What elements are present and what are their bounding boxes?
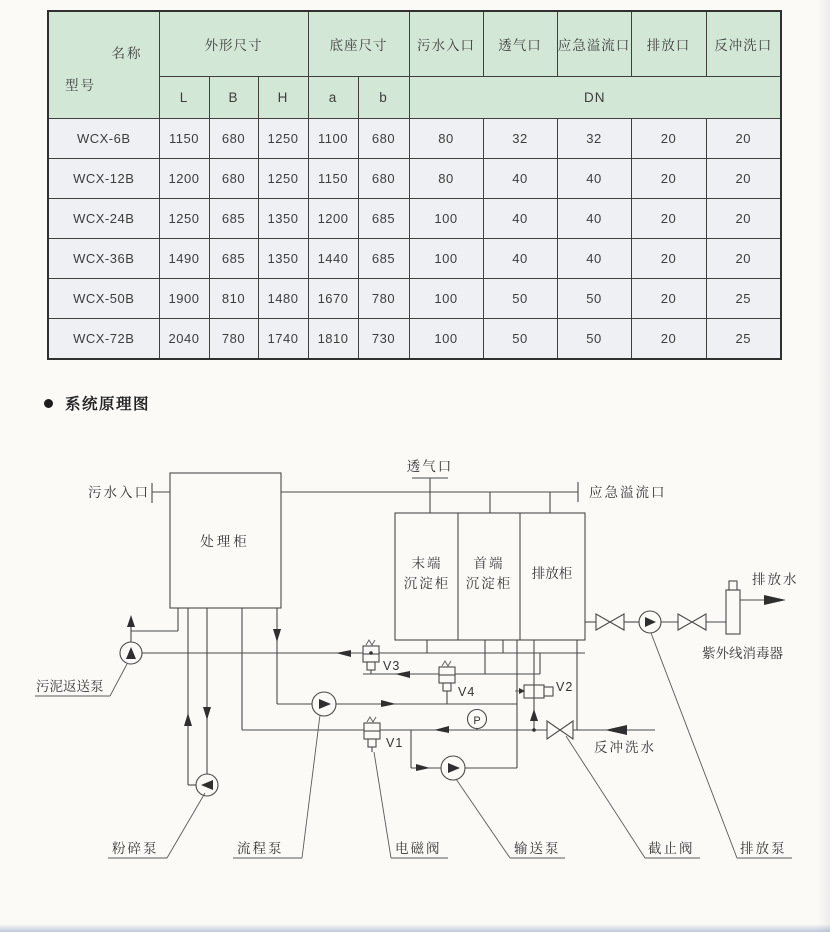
value-cell: 20 [631, 119, 706, 159]
header-base-dimensions: 底座尺寸 [308, 11, 409, 77]
system-schematic-diagram [0, 430, 830, 900]
model-cell: WCX-72B [48, 319, 159, 360]
value-cell: 100 [409, 239, 483, 279]
value-cell: 1350 [258, 199, 308, 239]
value-cell: 40 [557, 199, 631, 239]
value-cell: 20 [706, 199, 781, 239]
value-cell: 20 [706, 239, 781, 279]
value-cell: 40 [483, 199, 557, 239]
section-title-text: 系统原理图 [65, 396, 151, 413]
value-cell: 680 [358, 159, 409, 199]
value-cell: 20 [706, 159, 781, 199]
table-row [48, 199, 781, 239]
value-cell: 40 [483, 239, 557, 279]
value-cell: 1740 [258, 319, 308, 360]
value-cell: 1480 [258, 279, 308, 319]
sewage-inlet-label: 污水入口 [88, 485, 150, 500]
value-cell: 730 [358, 319, 409, 360]
value-cell: 1250 [258, 119, 308, 159]
header-sewage-inlet: 污水入口 [409, 11, 483, 77]
value-cell: 1670 [308, 279, 358, 319]
discharge-cabinet-label: 排放柜 [531, 566, 573, 581]
value-cell: 50 [483, 279, 557, 319]
stop-valve-label: 截止阀 [648, 841, 695, 856]
table-row [48, 239, 781, 279]
value-cell: 1150 [159, 119, 209, 159]
value-cell: 80 [409, 119, 483, 159]
bullet-icon [44, 399, 53, 408]
value-cell: 1440 [308, 239, 358, 279]
model-cell: WCX-6B [48, 119, 159, 159]
value-cell: 20 [631, 159, 706, 199]
value-cell: 100 [409, 319, 483, 360]
value-cell: 685 [358, 199, 409, 239]
corner-model-label: 型号 [65, 78, 96, 93]
value-cell: 20 [631, 239, 706, 279]
value-cell: 810 [209, 279, 258, 319]
value-cell: 680 [358, 119, 409, 159]
corner-header-cell [48, 11, 159, 119]
value-cell: 40 [483, 159, 557, 199]
stop-valve-icon [678, 614, 692, 630]
discharge-water-label: 排放水 [752, 572, 799, 587]
spec-table-body [48, 119, 781, 360]
model-cell: WCX-24B [48, 199, 159, 239]
value-cell: 20 [631, 319, 706, 360]
stop-valve-icon [596, 614, 610, 630]
end-sedimentation-label-2: 沉淀柜 [403, 576, 451, 591]
subheader-b: b [358, 77, 409, 119]
value-cell: 1350 [258, 239, 308, 279]
first-sedimentation-label-1: 首端 [473, 556, 505, 571]
value-cell: 1200 [159, 159, 209, 199]
value-cell: 685 [358, 239, 409, 279]
sludge-return-pump-label: 污泥返送泵 [36, 679, 104, 694]
first-sedimentation-label-2: 沉淀柜 [465, 576, 513, 591]
header-outer-dimensions: 外形尺寸 [159, 11, 308, 77]
value-cell: 20 [631, 279, 706, 319]
header-backwash: 反冲洗口 [706, 11, 781, 77]
value-cell: 25 [706, 279, 781, 319]
valve-v1-label: V1 [386, 736, 404, 750]
subheader-L: L [159, 77, 209, 119]
value-cell: 50 [483, 319, 557, 360]
subheader-H: H [258, 77, 308, 119]
subheader-dn: DN [409, 77, 781, 119]
valve-v4-label: V4 [458, 685, 476, 699]
value-cell: 2040 [159, 319, 209, 360]
transfer-pump-label: 输送泵 [514, 841, 561, 856]
crushing-pump-label: 粉碎泵 [112, 841, 159, 856]
value-cell: 20 [631, 199, 706, 239]
emergency-overflow-label: 应急溢流口 [589, 485, 667, 500]
value-cell: 780 [358, 279, 409, 319]
value-cell: 780 [209, 319, 258, 360]
value-cell: 1100 [308, 119, 358, 159]
value-cell: 680 [209, 119, 258, 159]
table-row [48, 319, 781, 360]
end-sedimentation-label-1: 末端 [411, 556, 443, 571]
vent-label: 透气口 [406, 459, 454, 474]
header-discharge: 排放口 [631, 11, 706, 77]
valve-v3-label: V3 [383, 659, 401, 673]
page-bottom-edge [0, 924, 830, 932]
solenoid-valve-label: 电磁阀 [395, 841, 442, 856]
corner-name-label: 名称 [111, 46, 143, 61]
process-pump-label: 流程泵 [237, 841, 284, 856]
value-cell: 100 [409, 199, 483, 239]
table-row [48, 119, 781, 159]
header-overflow: 应急溢流口 [557, 11, 631, 77]
value-cell: 20 [706, 119, 781, 159]
value-cell: 685 [209, 199, 258, 239]
treatment-cabinet-label: 处理柜 [200, 534, 250, 549]
spec-table-header [48, 11, 781, 119]
stop-valve-icon [547, 721, 560, 739]
subheader-a: a [308, 77, 358, 119]
stop-valve-icon [610, 614, 624, 630]
discharge-pump-label: 排放泵 [740, 841, 787, 856]
model-cell: WCX-50B [48, 279, 159, 319]
value-cell: 80 [409, 159, 483, 199]
valve-v2-label: V2 [556, 680, 574, 694]
value-cell: 1490 [159, 239, 209, 279]
value-cell: 1200 [308, 199, 358, 239]
value-cell: 40 [557, 159, 631, 199]
value-cell: 680 [209, 159, 258, 199]
model-cell: WCX-12B [48, 159, 159, 199]
value-cell: 50 [557, 279, 631, 319]
header-vent: 透气口 [483, 11, 557, 77]
table-row [48, 159, 781, 199]
value-cell: 100 [409, 279, 483, 319]
section-title [44, 392, 150, 414]
pressure-gauge-label: P [473, 715, 481, 727]
stop-valve-icon [692, 614, 706, 630]
value-cell: 1250 [159, 199, 209, 239]
value-cell: 25 [706, 319, 781, 360]
value-cell: 50 [557, 319, 631, 360]
value-cell: 685 [209, 239, 258, 279]
value-cell: 40 [557, 239, 631, 279]
value-cell: 1150 [308, 159, 358, 199]
uv-sterilizer-label: 紫外线消毒器 [702, 646, 783, 661]
value-cell: 32 [483, 119, 557, 159]
backwash-water-label: 反冲洗水 [594, 740, 656, 755]
value-cell: 1900 [159, 279, 209, 319]
subheader-B: B [209, 77, 258, 119]
model-cell: WCX-36B [48, 239, 159, 279]
uv-sterilizer-icon [726, 590, 740, 634]
table-row [48, 279, 781, 319]
spec-table [47, 10, 782, 360]
value-cell: 1810 [308, 319, 358, 360]
value-cell: 32 [557, 119, 631, 159]
value-cell: 1250 [258, 159, 308, 199]
